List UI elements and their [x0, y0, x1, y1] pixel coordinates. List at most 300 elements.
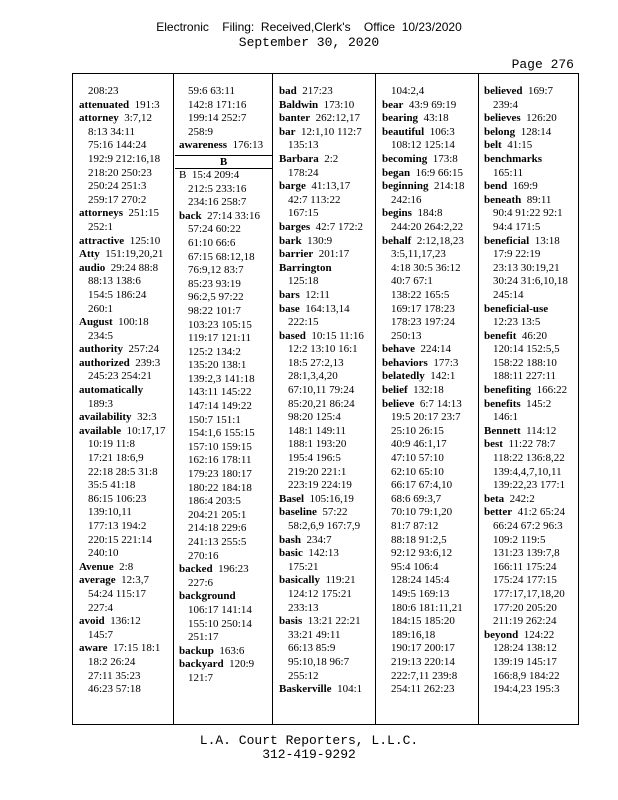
page-line-refs: 217:23 — [302, 85, 333, 97]
page-line-refs: 17:15 18:1 — [113, 642, 161, 655]
index-continuation: 66:24 67:2 96:3 — [493, 520, 563, 532]
index-continuation: 179:23 180:17 — [188, 468, 252, 481]
index-continuation: 250:13 — [391, 329, 422, 342]
page-line-refs: 13:21 22:21 — [307, 615, 361, 628]
page-line-refs: 142:1 — [430, 370, 456, 383]
index-continuation: 245:23 254:21 — [88, 370, 152, 383]
index-continuation: 219:13 220:14 — [391, 655, 455, 668]
index-word: basic — [279, 547, 303, 560]
index-entry — [79, 411, 169, 425]
index-continuation: 57:24 60:22 — [188, 223, 241, 236]
page-line-refs: 234:7 — [306, 533, 332, 546]
page-line-refs: 11:22 78:7 — [508, 438, 556, 451]
index-continuation: 214:18 229:6 — [188, 522, 247, 535]
page-line-refs: 177:3 — [433, 356, 459, 369]
index-entry — [279, 574, 371, 588]
index-entry — [279, 534, 371, 548]
index-continuation: 98:20 125:4 — [288, 411, 341, 424]
page-line-refs: 191:3 — [134, 98, 160, 111]
index-word: benchmarks — [484, 152, 543, 165]
index-word: background — [179, 590, 236, 603]
index-continuation: 145:7 — [88, 628, 114, 641]
index-word: authority — [79, 343, 123, 356]
index-continuation: 250:24 251:3 — [88, 180, 147, 193]
index-word: automatically — [79, 384, 144, 397]
page-line-refs: 120:9 — [229, 658, 255, 671]
index-continuation: 139:22,23 177:1 — [493, 479, 566, 492]
index-entry — [484, 112, 576, 126]
index-continuation: 98:22 101:7 — [188, 304, 241, 317]
index-word: Baskerville — [279, 683, 332, 696]
index-continuation: 66:17 67:4,10 — [391, 479, 453, 492]
index-word: August — [79, 316, 113, 329]
index-word: baseline — [279, 506, 317, 519]
index-continuation: 17:21 18:6,9 — [88, 452, 144, 465]
index-continuation: 251:17 — [188, 631, 219, 644]
word-index-frame — [72, 73, 579, 725]
index-entry — [279, 235, 371, 249]
index-word: barges — [279, 220, 311, 233]
index-entry — [279, 330, 371, 344]
index-continuation: 120:14 152:5,5 — [493, 343, 560, 356]
index-continuation: 25:10 26:15 — [391, 424, 444, 437]
index-column-1 — [79, 85, 169, 697]
index-entry — [79, 248, 169, 262]
page-line-refs: 119:21 — [325, 574, 356, 587]
index-continuation: 54:24 115:17 — [88, 587, 146, 600]
index-entry — [382, 167, 474, 181]
index-continuation: 233:13 — [288, 601, 319, 614]
index-continuation: 146:1 — [493, 411, 519, 424]
index-entry — [484, 629, 576, 643]
index-continuation: 148:1 149:11 — [288, 424, 346, 437]
page-line-refs: 12:3,7 — [121, 574, 149, 587]
page-line-refs: 114:12 — [526, 424, 557, 437]
index-continuation: 8:13 34:11 — [88, 125, 135, 138]
index-continuation: 239:4 — [493, 98, 519, 111]
page-line-refs: 124:22 — [523, 628, 555, 641]
page-line-refs: 173:8 — [432, 152, 458, 165]
index-continuation: 208:23 — [88, 85, 119, 97]
index-continuation: 189:3 — [88, 397, 114, 410]
index-continuation: 222:7,11 239:8 — [391, 669, 458, 682]
index-entry — [484, 330, 576, 344]
index-word: banter — [279, 112, 311, 125]
index-entry — [382, 370, 474, 384]
index-entry — [79, 425, 169, 439]
index-continuation: 3:5,11,17,23 — [391, 248, 446, 261]
index-word: Atty — [79, 248, 100, 261]
index-continuation: 166:8,9 184:22 — [493, 669, 560, 682]
index-continuation: 67:15 68:12,18 — [188, 250, 255, 263]
column-divider — [375, 74, 376, 724]
index-continuation: 234:16 258:7 — [188, 196, 247, 209]
index-continuation: 177:13 194:2 — [88, 520, 147, 532]
index-entry — [484, 235, 576, 249]
page-line-refs: 176:13 — [232, 139, 264, 152]
page-line-refs: 89:11 — [526, 193, 552, 206]
index-continuation: 12:23 13:5 — [493, 316, 541, 329]
index-entry — [382, 180, 474, 194]
index-continuation: 96:2,5 97:22 — [188, 291, 244, 304]
index-continuation: 180:22 184:18 — [188, 481, 252, 494]
index-entry — [484, 384, 576, 398]
index-continuation: 135:20 138:1 — [188, 359, 247, 372]
index-continuation: 234:5 — [88, 329, 114, 342]
index-word: avoid — [79, 615, 105, 628]
index-entry — [382, 153, 474, 167]
index-entry — [279, 289, 371, 303]
index-entry — [279, 303, 371, 317]
index-word: benefit — [484, 329, 517, 342]
index-continuation: 139:10,11 — [88, 506, 132, 519]
index-entry — [382, 398, 474, 412]
index-entry — [179, 645, 268, 659]
index-continuation: 46:23 57:18 — [88, 683, 141, 696]
page-line-refs: 126:20 — [526, 112, 557, 125]
page-line-refs: 164:13,14 — [305, 302, 350, 315]
index-entry — [279, 493, 371, 507]
index-continuation: 40:9 46:1,17 — [391, 438, 447, 451]
index-continuation: 227:4 — [88, 601, 114, 614]
index-entry — [279, 547, 371, 561]
index-continuation: 244:20 264:2,22 — [391, 220, 464, 233]
index-entry — [79, 357, 169, 371]
page-line-refs: 251:15 — [128, 207, 160, 220]
index-word: attorneys — [79, 207, 123, 220]
page-line-refs: 214:18 — [433, 180, 465, 193]
index-continuation: 204:21 205:1 — [188, 508, 247, 521]
index-word: aware — [79, 642, 108, 655]
index-word: back — [179, 209, 202, 222]
index-entry — [484, 425, 576, 439]
index-entry — [279, 180, 371, 194]
index-entry — [382, 357, 474, 371]
index-continuation: 131:23 139:7,8 — [493, 547, 560, 560]
index-entry — [382, 112, 474, 126]
column-divider — [173, 74, 174, 724]
page-line-refs: 2:12,18,23 — [416, 234, 464, 247]
page-line-refs: 46:20 — [521, 329, 547, 342]
index-continuation: 158:22 188:10 — [493, 356, 557, 369]
index-entry — [279, 683, 371, 697]
section-letter: B — [175, 155, 272, 169]
index-entry — [382, 343, 474, 357]
index-entry — [79, 642, 169, 656]
index-word: beginning — [382, 180, 429, 193]
index-continuation: 28:1,3,4,20 — [288, 370, 338, 383]
page-line-refs: 100:18 — [118, 316, 149, 329]
index-word: bars — [279, 288, 300, 301]
index-continuation: 86:15 106:23 — [88, 492, 147, 505]
index-continuation: 75:16 144:24 — [88, 139, 147, 152]
index-entry — [179, 658, 268, 672]
index-continuation: 157:10 159:15 — [188, 440, 252, 453]
index-word: bad — [279, 85, 297, 97]
reporter-phone: 312-419-9292 — [262, 747, 356, 762]
index-entry — [79, 316, 169, 330]
index-continuation: 270:16 — [188, 549, 219, 562]
index-continuation: 94:4 171:5 — [493, 220, 541, 233]
index-word: availability — [79, 411, 132, 424]
index-continuation: 18:2 26:24 — [88, 655, 136, 668]
index-word: behaviors — [382, 356, 428, 369]
index-word: Avenue — [79, 560, 114, 573]
index-continuation: 162:16 178:11 — [188, 454, 252, 467]
index-continuation: 62:10 65:10 — [391, 465, 444, 478]
index-continuation: 188:11 227:11 — [493, 370, 557, 383]
index-word: basically — [279, 574, 320, 587]
index-continuation: 90:4 91:22 92:1 — [493, 207, 563, 220]
index-entry — [179, 139, 268, 153]
index-word: beautiful — [382, 125, 425, 138]
index-entry — [179, 563, 268, 577]
page-line-refs: 130:9 — [307, 234, 333, 247]
index-entry — [484, 303, 576, 317]
index-continuation: 35:5 41:18 — [88, 479, 136, 492]
index-continuation: 22:18 28:5 31:8 — [88, 465, 158, 478]
index-word: Baldwin — [279, 98, 319, 111]
index-continuation: 23:13 30:19,21 — [493, 261, 560, 274]
index-entry — [179, 210, 268, 224]
index-word: beta — [484, 492, 505, 505]
index-continuation: 119:17 121:11 — [188, 332, 252, 345]
page-line-refs: 29:24 88:8 — [110, 261, 159, 274]
index-word: begins — [382, 207, 412, 220]
index-word: Basel — [279, 492, 305, 505]
index-entry — [179, 590, 268, 604]
index-continuation: 17:9 22:19 — [493, 248, 541, 261]
index-word: belong — [484, 125, 516, 138]
index-entry — [79, 235, 169, 249]
index-continuation: 81:7 87:12 — [391, 520, 439, 532]
index-continuation: 76:9,12 83:7 — [188, 264, 244, 277]
index-word: average — [79, 574, 116, 587]
index-continuation: 33:21 49:11 — [288, 628, 341, 641]
index-entry — [79, 343, 169, 357]
index-continuation: 124:12 175:21 — [288, 587, 352, 600]
page-line-refs: 151:19,20,21 — [105, 248, 164, 261]
index-word: attenuated — [79, 98, 130, 111]
index-continuation: 61:10 66:6 — [188, 236, 236, 249]
index-word: available — [79, 424, 122, 437]
index-word: belief — [382, 384, 408, 397]
index-continuation: 175:21 — [288, 560, 319, 573]
index-continuation: 58:2,6,9 167:7,9 — [288, 520, 361, 532]
page-line-refs: 2:2 — [324, 152, 339, 165]
index-continuation: 252:1 — [88, 220, 114, 233]
index-continuation: 143:11 145:22 — [188, 386, 252, 399]
index-word: awareness — [179, 139, 228, 152]
hearing-date: September 30, 2020 — [238, 35, 380, 50]
index-continuation: 220:15 221:14 — [88, 533, 152, 546]
index-continuation: 104:2,4 — [391, 85, 425, 97]
page-line-refs: 196:23 — [218, 563, 249, 576]
index-entry — [279, 248, 371, 262]
index-continuation: 177:20 205:20 — [493, 601, 557, 614]
page-line-refs: 169:9 — [512, 180, 538, 193]
page-line-refs: 173:10 — [323, 98, 355, 111]
page-line-refs: 104:1 — [337, 683, 363, 696]
page-line-refs: 166:22 — [536, 384, 568, 397]
index-word: bar — [279, 125, 296, 138]
page-line-refs: 239:3 — [135, 356, 161, 369]
page-line-refs: 105:16,19 — [309, 492, 354, 505]
index-entry — [79, 561, 169, 575]
index-entry — [382, 207, 474, 221]
page-line-refs: 163:6 — [219, 644, 245, 657]
page-number: Page 276 — [511, 57, 574, 72]
page-line-refs: 242:2 — [509, 492, 535, 505]
page-line-refs: 43:18 — [423, 112, 449, 125]
index-continuation: 139:2,3 141:18 — [188, 372, 255, 385]
index-word: basis — [279, 615, 303, 628]
index-continuation: 138:22 165:5 — [391, 288, 450, 301]
index-continuation: 190:17 200:17 — [391, 642, 455, 655]
index-word: Barrington — [279, 261, 332, 274]
index-continuation: 85:20,21 86:24 — [288, 397, 355, 410]
index-entry — [484, 139, 576, 153]
index-continuation: 108:12 125:14 — [391, 139, 455, 152]
page-line-refs: 12:1,10 112:7 — [301, 125, 362, 138]
index-continuation: 95:10,18 96:7 — [288, 655, 350, 668]
index-continuation: 118:22 136:8,22 — [493, 452, 565, 465]
index-word: B — [179, 168, 187, 181]
index-continuation: 103:23 105:15 — [188, 318, 252, 331]
index-column-4 — [382, 85, 474, 697]
page-line-refs: 32:3 — [137, 411, 157, 424]
index-continuation: 258:9 — [188, 125, 214, 138]
index-word: behave — [382, 343, 415, 356]
index-continuation: 178:23 197:24 — [391, 316, 455, 329]
index-entry — [79, 207, 169, 221]
index-continuation: 147:14 149:22 — [188, 400, 252, 413]
index-continuation: 95:4 106:4 — [391, 560, 439, 573]
index-continuation: 241:13 255:5 — [188, 536, 247, 548]
index-entry — [279, 112, 371, 126]
index-word: better — [484, 506, 513, 519]
index-continuation: 139:4,4,7,10,11 — [493, 465, 562, 478]
index-word: audio — [79, 261, 106, 274]
index-continuation: 195:4 196:5 — [288, 452, 341, 465]
index-continuation: 154:5 186:24 — [88, 288, 147, 301]
index-word: believe — [382, 397, 415, 410]
index-column-5 — [484, 85, 576, 697]
index-entry — [484, 153, 576, 167]
index-entry — [279, 221, 371, 235]
index-entry — [279, 99, 371, 113]
index-continuation: 68:6 69:3,7 — [391, 492, 442, 505]
index-entry — [179, 169, 268, 183]
index-continuation: 169:17 178:23 — [391, 302, 455, 315]
page-line-refs: 27:14 33:16 — [207, 209, 260, 222]
index-word: believes — [484, 112, 521, 125]
index-entry — [79, 574, 169, 588]
page-line-refs: 15:4 209:4 — [191, 168, 240, 181]
index-continuation: 255:12 — [288, 669, 319, 682]
index-continuation: 211:19 262:24 — [493, 615, 557, 628]
index-continuation: 219:20 221:1 — [288, 465, 347, 478]
index-continuation: 4:18 30:5 36:12 — [391, 261, 461, 274]
index-continuation: 154:1,6 155:15 — [188, 427, 255, 440]
index-continuation: 218:20 250:23 — [88, 166, 152, 179]
index-word: began — [382, 166, 411, 179]
index-word: beneficial-use — [484, 302, 549, 315]
index-word: bend — [484, 180, 508, 193]
index-continuation: 184:15 185:20 — [391, 615, 455, 628]
page-line-refs: 16:9 66:15 — [415, 166, 463, 179]
index-continuation: 254:11 262:23 — [391, 683, 455, 696]
index-word: Barbara — [279, 152, 319, 165]
index-continuation: 186:4 203:5 — [188, 495, 241, 508]
index-entry — [484, 180, 576, 194]
page-line-refs: 136:12 — [110, 615, 141, 628]
page-line-refs: 13:18 — [534, 234, 560, 247]
index-continuation: 142:8 171:16 — [188, 98, 247, 111]
page-line-refs: 262:12,17 — [315, 112, 360, 125]
column-divider — [478, 74, 479, 724]
index-word: beneficial — [484, 234, 530, 247]
index-continuation: 192:9 212:16,18 — [88, 152, 161, 165]
index-continuation: 18:5 27:2,13 — [288, 356, 344, 369]
index-entry — [279, 262, 371, 276]
index-continuation: 223:19 224:19 — [288, 479, 352, 492]
index-continuation: 166:11 175:24 — [493, 560, 557, 573]
index-word: belt — [484, 139, 502, 152]
index-entry — [484, 126, 576, 140]
index-continuation: 12:2 13:10 16:1 — [288, 343, 358, 356]
index-word: bark — [279, 234, 302, 247]
page-line-refs: 41:2 65:24 — [517, 506, 565, 519]
index-word: backup — [179, 644, 214, 657]
index-word: believed — [484, 85, 523, 97]
index-continuation: 30:24 31:6,10,18 — [493, 275, 568, 288]
index-continuation: 125:18 — [288, 275, 319, 288]
index-word: behalf — [382, 234, 412, 247]
index-entry — [279, 153, 371, 167]
index-continuation: 139:19 145:17 — [493, 655, 557, 668]
index-column-3 — [279, 85, 371, 697]
index-continuation: 175:24 177:15 — [493, 574, 557, 587]
index-continuation: 167:15 — [288, 207, 319, 220]
index-continuation: 92:12 93:6,12 — [391, 547, 453, 560]
index-entry — [484, 85, 576, 99]
page-line-refs: 41:15 — [507, 139, 533, 152]
index-continuation: 189:16,18 — [391, 628, 436, 641]
index-word: attorney — [79, 112, 119, 125]
filing-stamp-line: Electronic Filing: Received,Clerk's Office 10/23/2020 — [156, 20, 462, 34]
index-entry — [484, 493, 576, 507]
index-continuation: 27:11 35:23 — [88, 669, 141, 682]
index-word: beyond — [484, 628, 519, 641]
index-continuation: 150:7 151:1 — [188, 413, 241, 426]
page-line-refs: 12:11 — [305, 288, 330, 301]
index-continuation: 128:24 145:4 — [391, 574, 450, 587]
page-line-refs: 57:22 — [322, 506, 348, 519]
index-continuation: 245:14 — [493, 288, 524, 301]
index-word: backed — [179, 563, 213, 576]
page-line-refs: 128:14 — [520, 125, 552, 138]
index-continuation: 85:23 93:19 — [188, 277, 241, 290]
page-line-refs: 10:17,17 — [126, 424, 166, 437]
index-continuation: 260:1 — [88, 302, 114, 315]
index-continuation: 165:11 — [493, 166, 524, 179]
page-line-refs: 201:17 — [318, 248, 350, 261]
index-continuation: 70:10 79:1,20 — [391, 506, 453, 519]
index-entry — [79, 262, 169, 276]
index-continuation: 42:7 113:22 — [288, 193, 341, 206]
index-entry — [484, 398, 576, 412]
